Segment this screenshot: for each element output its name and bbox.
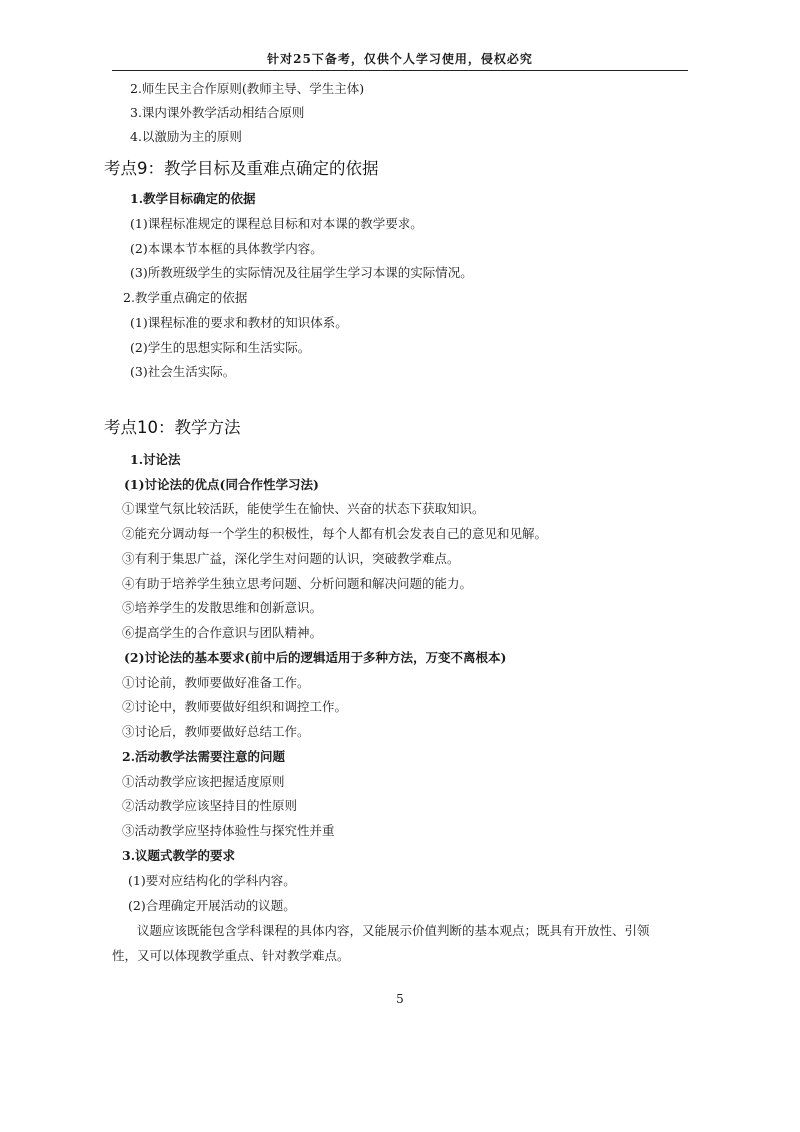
list-item: (1)课程标准规定的课程总目标和对本课的教学要求。 (130, 216, 423, 231)
list-item: 3.课内课外教学活动相结合原则 (130, 105, 305, 120)
list-item: (3)社会生活实际。 (130, 364, 236, 379)
page-header: 针对25下备考，仅供个人学习使用，侵权必究 (267, 52, 533, 66)
list-item: (1)课程标准的要求和教材的知识体系。 (130, 315, 348, 330)
subheading: 1.教学目标确定的依据 (130, 191, 256, 206)
list-item: ②能充分调动每一个学生的积极性，每个人都有机会发表自己的意见和见解。 (122, 526, 548, 541)
subheading: 1.讨论法 (130, 452, 181, 467)
list-item: ②讨论中，教师要做好组织和调控工作。 (122, 699, 348, 714)
section-heading-9: 考点9：教学目标及重难点确定的依据 (104, 159, 379, 178)
list-item: ⑤培养学生的发散思维和创新意识。 (122, 600, 323, 615)
list-item: 4.以激励为主的原则 (130, 129, 242, 144)
list-item: (1)要对应结构化的学科内容。 (128, 873, 296, 888)
header-rule (112, 70, 688, 71)
list-item: ⑥提高学生的合作意识与团队精神。 (122, 625, 323, 640)
list-item: (2)合理确定开展活动的议题。 (128, 898, 296, 913)
subheading: 3.议题式教学的要求 (122, 848, 236, 863)
list-item: ②活动教学应该坚持目的性原则 (122, 798, 298, 813)
list-item: (3)所教班级学生的实际情况及往届学生学习本课的实际情况。 (130, 265, 473, 280)
subheading: 2.教学重点确定的依据 (123, 290, 248, 305)
page-number: 5 (396, 992, 404, 1006)
body-paragraph: 议题应该既能包含学科课程的具体内容，又能展示价值判断的基本观点；既具有开放性、引领性，又可以体现教学重点、针对教学难点。 (112, 923, 650, 963)
list-item: (2)学生的思想实际和生活实际。 (130, 340, 311, 355)
list-item: ③讨论后，教师要做好总结工作。 (122, 724, 310, 739)
subheading: (2)讨论法的基本要求(前中后的逻辑适用于多种方法，万变不离根本) (124, 650, 507, 665)
list-item: (2)本课本节本框的具体教学内容。 (130, 241, 323, 256)
list-item: 2.师生民主合作原则(教师主导、学生主体) (130, 81, 365, 96)
list-item: ③有利于集思广益，深化学生对问题的认识，突破教学难点。 (122, 551, 460, 566)
list-item: ①课堂气氛比较活跃，能使学生在愉快、兴奋的状态下获取知识。 (122, 501, 485, 516)
subheading: 2.活动教学法需要注意的问题 (122, 749, 286, 764)
list-item: ①活动教学应该把握适度原则 (122, 774, 285, 789)
list-item: ①讨论前，教师要做好准备工作。 (122, 675, 310, 690)
list-item: ③活动教学应坚持体验性与探究性并重 (122, 823, 335, 838)
section-heading-10: 考点10：教学方法 (104, 418, 241, 437)
list-item: ④有助于培养学生独立思考问题、分析问题和解决问题的能力。 (122, 576, 473, 591)
subheading: (1)讨论法的优点(同合作性学习法) (124, 477, 319, 492)
